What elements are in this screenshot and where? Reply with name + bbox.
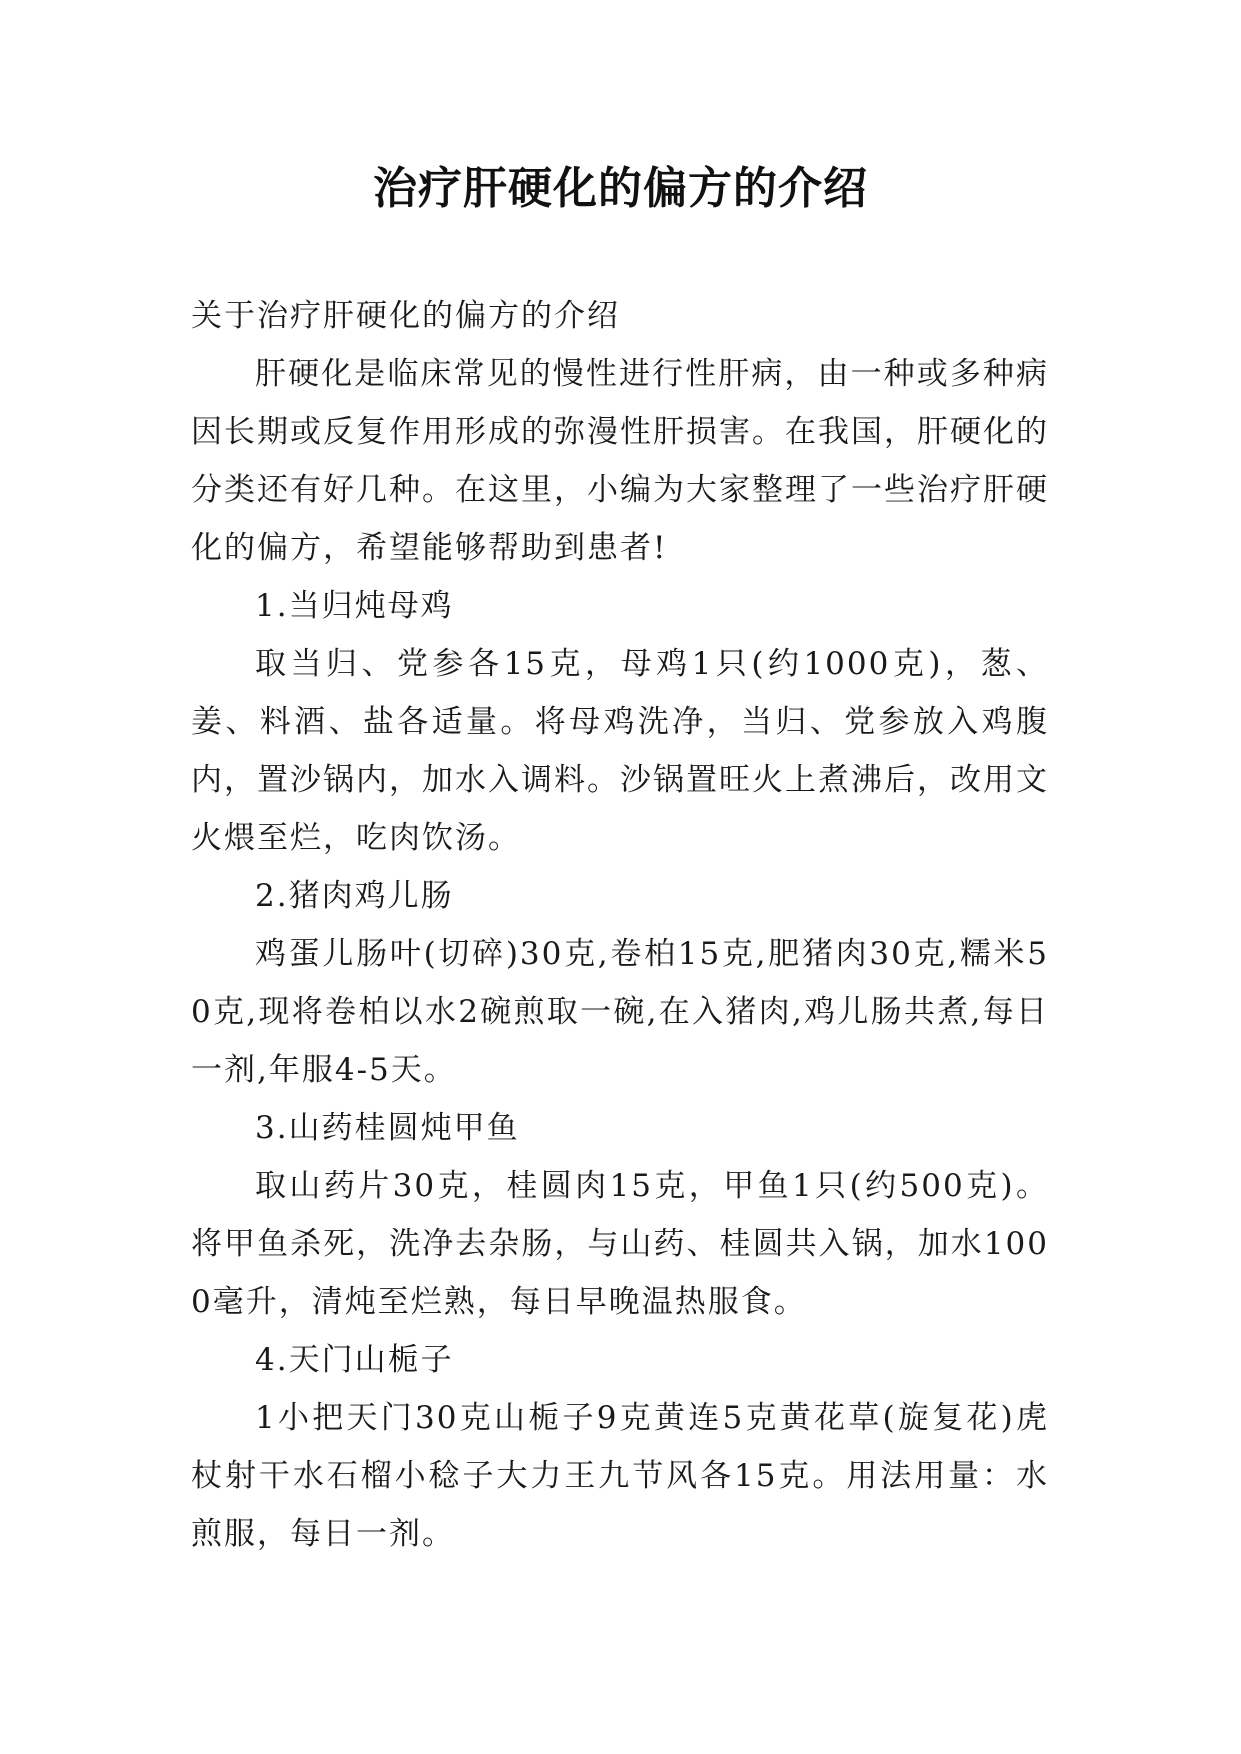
document-body: [191, 287, 1049, 1563]
document-title: 治疗肝硬化的偏方的介绍: [373, 163, 868, 214]
remedy-1-text: 取当归、党参各15克，母鸡1只(约1000克)，葱、姜、料酒、盐各适量。将母鸡洗净，当归、党参放入鸡腹内，置沙锅内，加水入调料。沙锅置旺火上煮沸后，改用文火煨至烂，吃肉饮汤。: [191, 646, 1049, 856]
intro-paragraph: 肝硬化是临床常见的慢性进行性肝病，由一种或多种病因长期或反复作用形成的弥漫性肝损害。在我国，肝硬化的分类还有好几种。在这里，小编为大家整理了一些治疗肝硬化的偏方，希望能够帮助到患者!: [191, 356, 1049, 566]
remedy-2-heading: 2.猪肉鸡儿肠: [255, 878, 454, 914]
remedy-2-text: 鸡蛋儿肠叶(切碎)30克,卷柏15克,肥猪肉30克,糯米50克,现将卷柏以水2碗煎取一碗,在入猪肉,鸡儿肠共煮,每日一剂,年服4-5天。: [191, 936, 1049, 1088]
remedy-3-heading: 3.山药桂圆炖甲鱼: [255, 1110, 520, 1146]
remedy-1-heading: 1.当归炖母鸡: [255, 588, 454, 624]
intro-heading: 关于治疗肝硬化的偏方的介绍: [191, 298, 620, 334]
remedy-3-text: 取山药片30克，桂圆肉15克，甲鱼1只(约500克)。将甲鱼杀死，洗净去杂肠，与山药、桂圆共入锅，加水1000毫升，清炖至烂熟，每日早晚温热服食。: [191, 1168, 1049, 1320]
remedy-4-heading: 4.天门山栀子: [255, 1342, 454, 1378]
remedy-4-text: 1小把天门30克山栀子9克黄连5克黄花草(旋复花)虎杖射干水石榴小稔子大力王九节风各15克。用法用量：水煎服，每日一剂。: [191, 1400, 1049, 1552]
